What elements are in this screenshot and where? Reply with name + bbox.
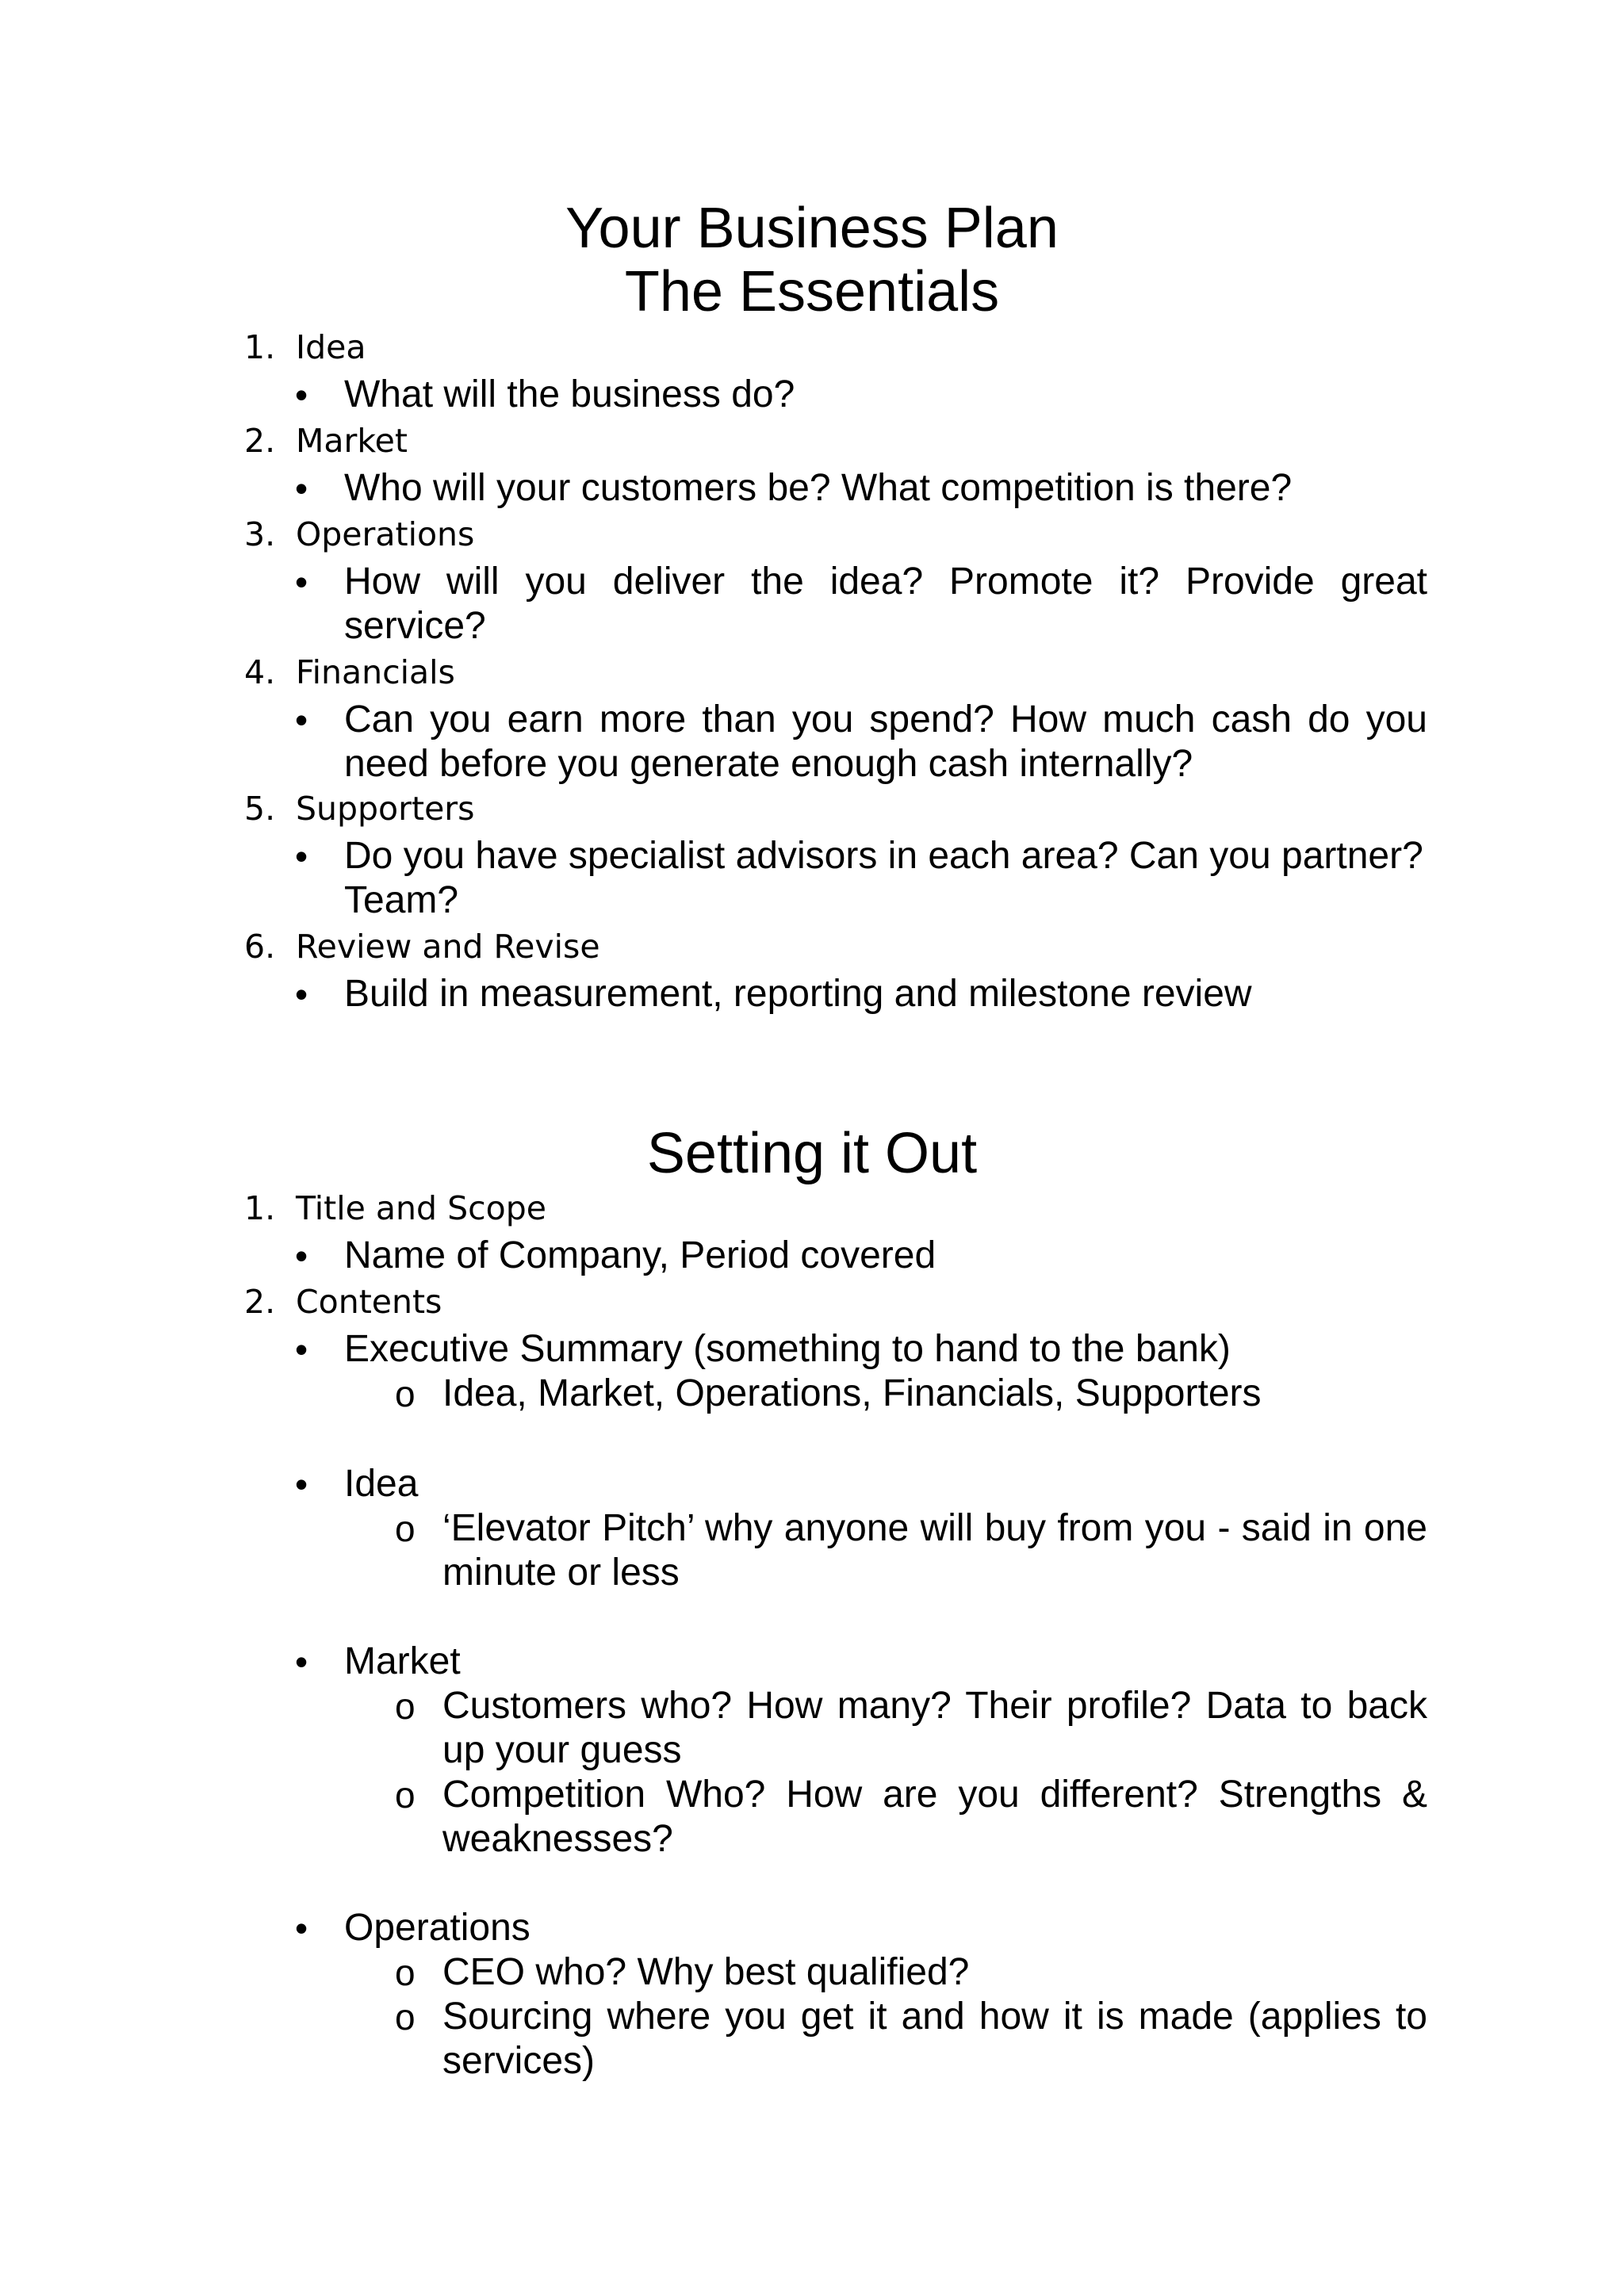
sub-bullet-icon: o bbox=[395, 1686, 416, 1727]
contents-item-label: Idea bbox=[344, 1463, 419, 1505]
contents-item-label: Operations bbox=[344, 1907, 530, 1949]
bullet-icon: • bbox=[295, 561, 308, 603]
essentials-item-number: 5. bbox=[244, 790, 276, 828]
essentials-item-bullet: Who will your customers be? What competition is there? bbox=[344, 467, 1293, 509]
contents-sub-item: Competition Who? How are you different? Strengths & weaknesses? bbox=[442, 1774, 1427, 1860]
setting-out-item-label: Title and Scope bbox=[296, 1189, 546, 1227]
contents-sub-item: Sourcing where you get it and how it is made (applies to services) bbox=[442, 1996, 1427, 2082]
bullet-icon: • bbox=[295, 1464, 308, 1505]
essentials-item-bullet: Build in measurement, reporting and milestone review bbox=[344, 973, 1252, 1015]
sub-bullet-icon: o bbox=[395, 1996, 416, 2038]
bullet-icon: • bbox=[295, 1908, 308, 1949]
contents-sub-item: Idea, Market, Operations, Financials, Supporters bbox=[442, 1372, 1262, 1414]
setting-out-item-number: 2. bbox=[244, 1283, 276, 1321]
contents-item-label: Executive Summary (something to hand to the bank) bbox=[344, 1328, 1231, 1370]
essentials-item-bullet: What will the business do? bbox=[344, 373, 795, 415]
setting-out-item-label: Contents bbox=[296, 1283, 442, 1321]
essentials-item-bullet: Do you have specialist advisors in each area? Can you partner? Team? bbox=[344, 835, 1423, 921]
sub-bullet-icon: o bbox=[395, 1373, 416, 1414]
bullet-icon: • bbox=[295, 974, 308, 1015]
essentials-item-label: Financials bbox=[296, 653, 455, 691]
essentials-item-bullet: Can you earn more than you spend? How much cash do you need before you generate enough cash internally? bbox=[344, 698, 1427, 785]
contents-sub-item: CEO who? Why best qualified? bbox=[442, 1951, 970, 1993]
essentials-item-label: Idea bbox=[296, 328, 366, 366]
contents-sub-item: Customers who? How many? Their profile? Data to back up your guess bbox=[442, 1685, 1427, 1771]
page-subtitle: The Essentials bbox=[624, 260, 1000, 323]
bullet-icon: • bbox=[295, 468, 308, 509]
page-title: Your Business Plan bbox=[565, 197, 1059, 260]
bullet-icon: • bbox=[295, 374, 308, 415]
bullet-icon: • bbox=[295, 1235, 308, 1276]
bullet-icon: • bbox=[295, 1641, 308, 1682]
section-title: Setting it Out bbox=[646, 1122, 978, 1185]
sub-bullet-icon: o bbox=[395, 1508, 416, 1549]
contents-sub-item: ‘Elevator Pitch’ why anyone will buy from you - said in one minute or less bbox=[442, 1507, 1427, 1594]
title-scope-bullet: Name of Company, Period covered bbox=[344, 1234, 936, 1276]
essentials-item-number: 6. bbox=[244, 928, 276, 966]
contents-item-label: Market bbox=[344, 1640, 461, 1682]
bullet-icon: • bbox=[295, 836, 308, 877]
essentials-item-label: Supporters bbox=[296, 790, 475, 828]
setting-out-item-number: 1. bbox=[244, 1189, 276, 1227]
essentials-item-bullet: How will you deliver the idea? Promote it? Provide great service? bbox=[344, 561, 1427, 647]
bullet-icon: • bbox=[295, 1329, 308, 1370]
essentials-item-number: 1. bbox=[244, 328, 276, 366]
essentials-item-label: Review and Revise bbox=[296, 928, 600, 966]
essentials-item-label: Market bbox=[296, 422, 408, 460]
sub-bullet-icon: o bbox=[395, 1952, 416, 1993]
essentials-item-number: 2. bbox=[244, 422, 276, 460]
sub-bullet-icon: o bbox=[395, 1774, 416, 1816]
essentials-item-label: Operations bbox=[296, 515, 475, 553]
essentials-item-number: 4. bbox=[244, 653, 276, 691]
bullet-icon: • bbox=[295, 699, 308, 740]
essentials-item-number: 3. bbox=[244, 515, 276, 553]
